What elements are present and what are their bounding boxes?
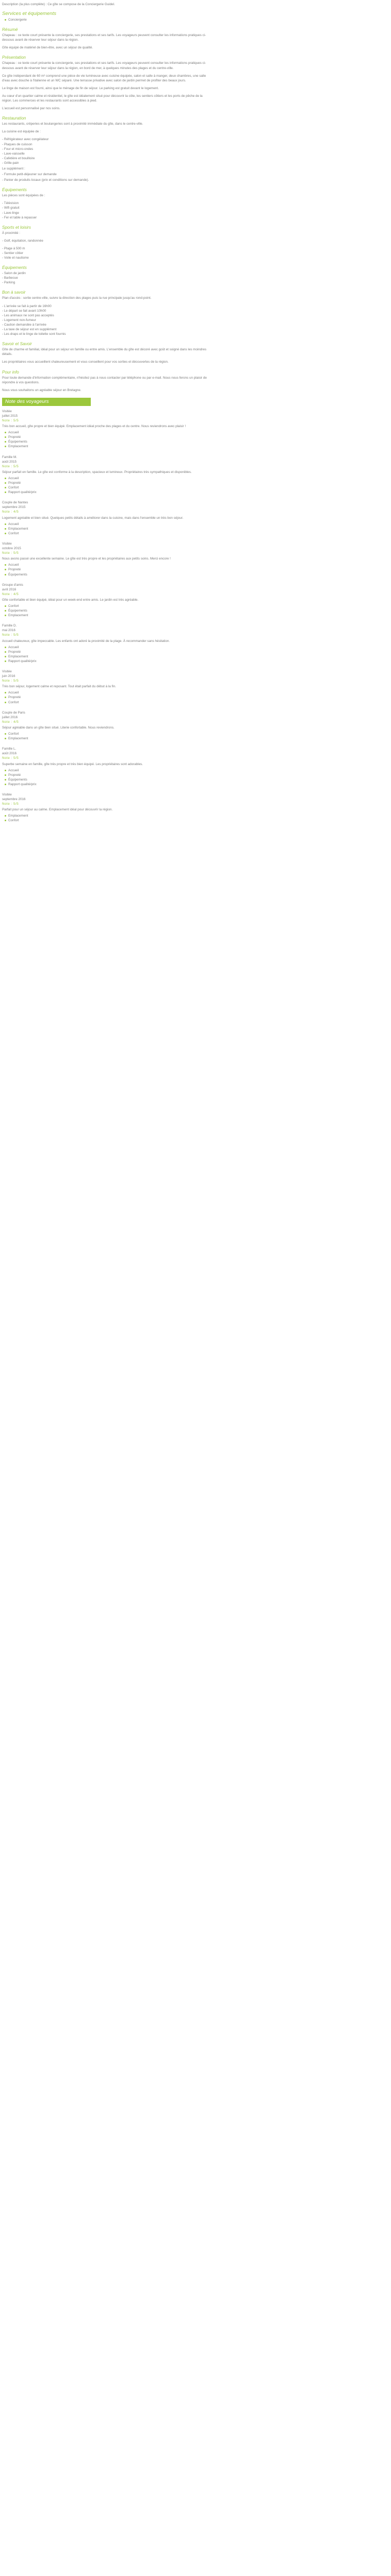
section-list-item: - Fer et table à repasser (2, 215, 37, 219)
review-rating: Note : 5/5 (2, 679, 19, 683)
section-note: Le supplément : (2, 166, 25, 171)
section-heading: Résumé (2, 27, 18, 32)
review-aspect: Confort (8, 531, 208, 536)
sections (2, 27, 208, 336)
review-text: Très bon séjour, logement calme et reposant. Tout était parfait du début à la fin. (2, 685, 116, 689)
review-aspect: Propreté (8, 773, 208, 777)
section-list-item: - Plaques de cuisson (2, 142, 32, 146)
section-list-item: - Les animaux ne sont pas acceptés (2, 313, 54, 317)
review-aspects (2, 690, 208, 704)
subsections (2, 342, 208, 393)
review-text: Très bon accueil, gîte propre et bien équipé. Emplacement idéal proche des plages et du centre. Nous reviendrons avec plaisir ! (2, 425, 186, 429)
review-date: août 2015 (2, 460, 17, 464)
review-rating: Note : 5/5 (2, 551, 19, 555)
section-note: - Panier de produits locaux (prix et conditions sur demande). (2, 178, 89, 182)
review-aspect: Accueil (8, 563, 208, 567)
section-paragraph: Les pièces sont équipées de : (2, 194, 45, 198)
review-item (2, 747, 208, 787)
review-text: Séjour parfait en famille. Le gîte est conforme à la description, spacieux et lumineux. Propriétaires très sympathiques et disponibles. (2, 470, 192, 474)
review-date: septembre 2015 (2, 505, 26, 510)
review-author: Famille M. (2, 455, 18, 459)
review-item (2, 623, 208, 664)
review-date: juin 2016 (2, 674, 15, 679)
section-list-item: - L'arrivée se fait à partir de 16h00 (2, 304, 52, 308)
review-item (2, 455, 208, 495)
review-rating: Note : 5/5 (2, 418, 19, 422)
review-rating: Note : 4/5 (2, 720, 19, 724)
section-paragraph: Chapeau : ce texte court présente la conciergerie, ses prestations et ses tarifs. Les voyageurs peuvent consulter les informations pratiques ci-dessous avant de réserver leur séjour dans la région. (2, 33, 206, 42)
review-rating: Note : 4/5 (2, 592, 19, 596)
section-list (2, 137, 208, 165)
section-paragraph: L'accueil est personnalisé par nos soins. (2, 107, 60, 111)
review-date: mai 2016 (2, 629, 15, 633)
review-rating: Note : 4/5 (2, 510, 19, 514)
review-aspect: Rapport qualité/prix (8, 782, 208, 787)
section-list (2, 246, 208, 260)
section-paragraph: Au cœur d'un quartier calme et résidentiel, le gîte est idéalement situé pour découvrir la côte, les sentiers côtiers et les ports de pêche de la région. Les commerces et les restaurants sont accessibles à pied. (2, 94, 203, 103)
review-aspect: Emplacement (8, 654, 208, 659)
review-text: Nous avons passé une excellente semaine. Le gîte est très propre et les propriétaires aux petits soins. Merci encore ! (2, 557, 171, 561)
review-aspect: Confort (8, 604, 208, 608)
review-aspects (2, 476, 208, 495)
content-column (2, 2, 208, 823)
review-aspects (2, 814, 208, 823)
review-aspect: Accueil (8, 430, 208, 435)
review-item (2, 792, 208, 823)
section-heading: Sports et loisirs (2, 225, 31, 230)
review-rating: Note : 5/5 (2, 464, 19, 468)
review-author: Visitée (2, 409, 12, 413)
section-list-item: - Wifi gratuit (2, 206, 20, 210)
subsection-paragraph: Nous vous souhaitons un agréable séjour en Bretagne. (2, 388, 82, 392)
section-list-item: - Réfrigérateur avec congélateur (2, 138, 49, 142)
section-paragraph: Les restaurants, crêperies et boulangeries sont à proximité immédiate du gîte, dans le centre-ville. (2, 122, 143, 126)
reviews-list (2, 409, 208, 823)
review-aspect: Équipements (8, 572, 208, 577)
review-aspect: Emplacement (8, 613, 208, 618)
section-paragraph: Le linge de maison est fourni, ainsi que le ménage de fin de séjour. Le parking est gratuit devant le logement. (2, 86, 159, 90)
section-heading: Bon à savoir (2, 290, 26, 295)
review-text: Logement agréable et bien situé. Quelques petits détails à améliorer dans la cuisine, mais dans l'ensemble un très bon séjour. (2, 516, 184, 520)
review-aspects (2, 732, 208, 741)
review-author: Visitée (2, 792, 12, 796)
review-rating: Note : 5/5 (2, 633, 19, 637)
review-item (2, 583, 208, 618)
intro-text: Description (la plus complète) : Ce gîte se compose de la Conciergerie Guidel. (2, 3, 115, 6)
section-heading: Restauration (2, 116, 26, 121)
service-item: Conciergerie (8, 18, 208, 22)
section-list (2, 271, 208, 285)
review-aspect: Propreté (8, 481, 208, 485)
section-paragraph: Chapeau : ce texte court présente la conciergerie, ses prestations et ses tarifs. Les voyageurs peuvent consulter les informations pratiques ci-dessous avant de réserver leur séjour dans la région, en bord de mer, à quelques minutes des plages et du centre-ville. (2, 61, 206, 70)
review-author: Couple de Nantes (2, 501, 28, 505)
review-author: Famille D. (2, 624, 17, 628)
review-aspect: Emplacement (8, 736, 208, 741)
subsection-paragraph: Gîte de charme et familial, idéal pour un séjour en famille ou entre amis. L'ensemble du gîte est décoré avec goût et soigné dans les moindres détails. (2, 348, 207, 357)
review-text: Accueil chaleureux, gîte impeccable. Les enfants ont adoré la proximité de la plage. À recommander sans hésitation. (2, 639, 170, 643)
section-paragraph: La cuisine est équipée de : (2, 130, 41, 134)
subsection-paragraph: Pour toute demande d'information complémentaire, n'hésitez pas à nous contacter par téléphone ou par e-mail. Nous nous ferons un plaisir de répondre à vos questions. (2, 376, 207, 384)
review-date: août 2016 (2, 752, 17, 756)
section-heading: Équipements (2, 265, 27, 270)
section-list-item: - Plage à 500 m (2, 246, 25, 250)
section-list-item: - Four et micro-ondes (2, 147, 34, 151)
section-list-item: - Grille-pain (2, 161, 19, 165)
review-text: Parfait pour un séjour au calme. Emplacement idéal pour découvrir la région. (2, 808, 113, 812)
section-paragraph: Ce gîte indépendant de 60 m² comprend une pièce de vie lumineuse avec cuisine équipée, salon et salle à manger, deux chambres, une salle d'eau avec douche à l'italienne et un WC séparé. Une terrasse privative avec salon de jardin permet de profiter des beaux jours. (2, 74, 206, 82)
review-aspect: Rapport qualité/prix (8, 659, 208, 664)
review-item (2, 500, 208, 536)
review-aspect: Propreté (8, 435, 208, 439)
review-item (2, 710, 208, 741)
section-heading: Équipements (2, 188, 27, 193)
review-aspect: Propreté (8, 650, 208, 654)
review-text: Gîte confortable et bien équipé, idéal pour un week-end entre amis. Le jardin est très agréable. (2, 598, 139, 602)
section-list-item: - Lave-linge (2, 211, 19, 215)
review-text: Séjour agréable dans un gîte bien situé. Literie confortable. Nous reviendrons. (2, 725, 115, 730)
reviews-heading: Note des voyageurs (2, 398, 91, 406)
review-aspect: Emplacement (8, 527, 208, 531)
subsection-paragraph: Les propriétaires vous accueillent chaleureusement et vous conseillent pour vos sorties et découvertes de la région. (2, 360, 169, 364)
review-aspect: Accueil (8, 476, 208, 481)
review-aspect: Rapport qualité/prix (8, 490, 208, 495)
review-date: octobre 2015 (2, 547, 21, 551)
review-rating: Note : 5/5 (2, 756, 19, 760)
review-aspects (2, 522, 208, 536)
review-date: septembre 2016 (2, 798, 26, 802)
section-paragraph: À proximité : (2, 231, 20, 235)
section-list-item: - Les draps et le linge de toilette sont fournis (2, 332, 66, 336)
review-aspect: Confort (8, 732, 208, 736)
review-aspect: Accueil (8, 522, 208, 527)
review-aspect: Équipements (8, 608, 208, 613)
section-list-item: - Parking (2, 281, 15, 285)
review-item (2, 669, 208, 705)
review-aspects (2, 645, 208, 664)
review-aspect: Confort (8, 818, 208, 823)
review-author: Visitée (2, 670, 12, 673)
section-list-item: - Voile et nautisme (2, 256, 29, 260)
review-aspect: Accueil (8, 690, 208, 695)
section-paragraph: - Golf, équitation, randonnée (2, 239, 43, 243)
review-author: Couple de Paris (2, 710, 25, 715)
review-aspect: Propreté (8, 695, 208, 700)
section-paragraph: Gîte équipé de matériel de bien-être, avec un séjour de qualité. (2, 46, 93, 50)
section-paragraph: Plan d'accès : sortie centre-ville, suivre la direction des plages puis la rue principale jusqu'au rond-point. (2, 296, 152, 300)
services-heading: Services et équipements (2, 11, 57, 17)
review-aspect: Équipements (8, 439, 208, 444)
review-aspects (2, 563, 208, 577)
section-list-item: - Barbecue (2, 276, 18, 280)
review-aspect: Propreté (8, 567, 208, 572)
review-aspect: Équipements (8, 777, 208, 782)
review-date: juillet 2015 (2, 414, 18, 418)
review-aspects (2, 430, 208, 449)
review-author: Famille L. (2, 747, 17, 751)
review-item (2, 409, 208, 449)
review-author: Groupe d'amis (2, 583, 23, 587)
review-text: Superbe semaine en famille, gîte très propre et très bien équipé. Les propriétaires sont adorables. (2, 762, 143, 766)
review-aspect: Emplacement (8, 814, 208, 818)
section-list-item: - Lave-vaisselle (2, 151, 25, 156)
review-aspect: Emplacement (8, 444, 208, 449)
section-list (2, 201, 208, 219)
review-aspect: Accueil (8, 645, 208, 650)
review-aspects (2, 768, 208, 787)
section-note: - Formule petit-déjeuner sur demande (2, 173, 57, 177)
review-aspect: Confort (8, 485, 208, 490)
section-list (2, 304, 208, 337)
section-list-item: - Télévision (2, 201, 19, 206)
review-aspects (2, 604, 208, 618)
review-date: juillet 2016 (2, 715, 18, 719)
section-list-item: - Sentier côtier (2, 251, 23, 255)
review-author: Visitée (2, 541, 12, 546)
section-list-item: - La taxe de séjour est en supplément (2, 328, 57, 332)
subsection-heading: Savoir et Savoir (2, 342, 32, 347)
review-aspect: Accueil (8, 768, 208, 773)
section-list-item: - Cafetière et bouilloire (2, 156, 35, 160)
section-list-item: - Caution demandée à l'arrivée (2, 323, 46, 327)
services-list (2, 18, 208, 22)
section-heading: Présentation (2, 55, 26, 60)
section-list-item: - Salon de jardin (2, 272, 26, 276)
section-list-item: - Logement non-fumeur (2, 318, 36, 322)
review-item (2, 541, 208, 577)
review-rating: Note : 5/5 (2, 802, 19, 806)
review-date: avril 2016 (2, 587, 17, 591)
review-aspect: Confort (8, 700, 208, 705)
section-list-item: - Le départ se fait avant 10h00 (2, 309, 46, 313)
subsection-heading: Pour info (2, 369, 19, 375)
